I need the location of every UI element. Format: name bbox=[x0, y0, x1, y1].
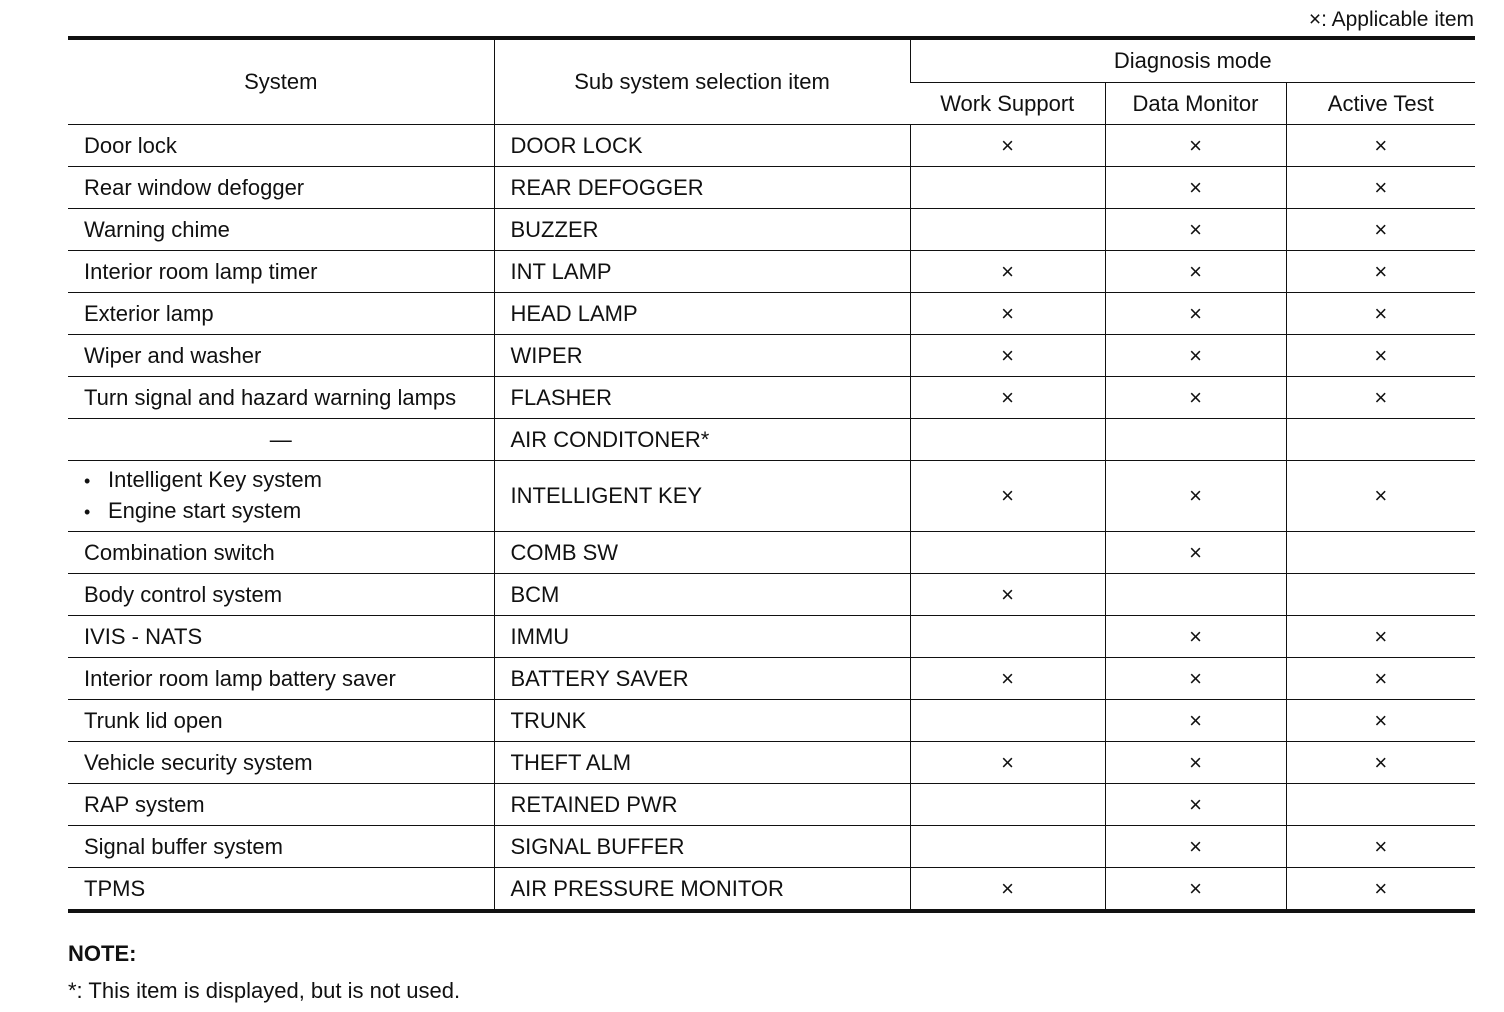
active-test-cell: × bbox=[1286, 293, 1475, 335]
active-test-cell: × bbox=[1286, 658, 1475, 700]
system-cell: RAP system bbox=[68, 784, 494, 826]
table-row bbox=[68, 742, 1475, 784]
data-monitor-cell: × bbox=[1105, 125, 1286, 167]
note-text: *: This item is displayed, but is not used. bbox=[68, 978, 461, 1003]
work-support-cell bbox=[910, 616, 1105, 658]
column-header-system: System bbox=[68, 38, 494, 125]
table-row bbox=[68, 251, 1475, 293]
table-row bbox=[68, 784, 1475, 826]
work-support-cell: × bbox=[910, 658, 1105, 700]
subsystem-cell: HEAD LAMP bbox=[494, 293, 910, 335]
system-cell: IVIS - NATS bbox=[68, 616, 494, 658]
data-monitor-cell: × bbox=[1105, 658, 1286, 700]
table-row bbox=[68, 700, 1475, 742]
data-monitor-cell: × bbox=[1105, 700, 1286, 742]
active-test-cell: × bbox=[1286, 125, 1475, 167]
subsystem-cell: BUZZER bbox=[494, 209, 910, 251]
work-support-cell: × bbox=[910, 461, 1105, 532]
work-support-cell: × bbox=[910, 377, 1105, 419]
work-support-cell bbox=[910, 700, 1105, 742]
system-bullet-list bbox=[84, 465, 478, 527]
subsystem-cell: INTELLIGENT KEY bbox=[494, 461, 910, 532]
subsystem-cell: THEFT ALM bbox=[494, 742, 910, 784]
data-monitor-cell: × bbox=[1105, 826, 1286, 868]
system-cell: Trunk lid open bbox=[68, 700, 494, 742]
data-monitor-cell bbox=[1105, 419, 1286, 461]
work-support-cell bbox=[910, 826, 1105, 868]
work-support-cell bbox=[910, 532, 1105, 574]
data-monitor-cell: × bbox=[1105, 532, 1286, 574]
system-cell: TPMS bbox=[68, 868, 494, 912]
work-support-cell: × bbox=[910, 293, 1105, 335]
active-test-cell: × bbox=[1286, 167, 1475, 209]
subsystem-cell: REAR DEFOGGER bbox=[494, 167, 910, 209]
table-row bbox=[68, 293, 1475, 335]
table-row bbox=[68, 377, 1475, 419]
system-cell: Combination switch bbox=[68, 532, 494, 574]
data-monitor-cell: × bbox=[1105, 335, 1286, 377]
subsystem-cell: IMMU bbox=[494, 616, 910, 658]
subsystem-cell: WIPER bbox=[494, 335, 910, 377]
active-test-cell: × bbox=[1286, 251, 1475, 293]
data-monitor-cell: × bbox=[1105, 377, 1286, 419]
system-bullet-item: • Engine start system bbox=[84, 496, 478, 527]
active-test-cell bbox=[1286, 574, 1475, 616]
system-cell: Rear window defogger bbox=[68, 167, 494, 209]
system-cell: Wiper and washer bbox=[68, 335, 494, 377]
table-body bbox=[68, 125, 1475, 912]
active-test-cell: × bbox=[1286, 700, 1475, 742]
table-row bbox=[68, 419, 1475, 461]
active-test-cell: × bbox=[1286, 209, 1475, 251]
work-support-cell bbox=[910, 167, 1105, 209]
data-monitor-cell: × bbox=[1105, 784, 1286, 826]
subsystem-cell: INT LAMP bbox=[494, 251, 910, 293]
subsystem-cell: BATTERY SAVER bbox=[494, 658, 910, 700]
system-cell: Vehicle security system bbox=[68, 742, 494, 784]
data-monitor-cell: × bbox=[1105, 293, 1286, 335]
active-test-cell: × bbox=[1286, 826, 1475, 868]
system-bullet-item: • Intelligent Key system bbox=[84, 465, 478, 496]
work-support-cell: × bbox=[910, 251, 1105, 293]
table-row bbox=[68, 461, 1475, 532]
table-row bbox=[68, 167, 1475, 209]
system-cell: Body control system bbox=[68, 574, 494, 616]
work-support-cell: × bbox=[910, 125, 1105, 167]
data-monitor-cell: × bbox=[1105, 461, 1286, 532]
system-cell: — bbox=[68, 419, 494, 461]
table-row bbox=[68, 826, 1475, 868]
note-title: NOTE: bbox=[68, 941, 137, 966]
subsystem-cell: TRUNK bbox=[494, 700, 910, 742]
column-header-subsystem: Sub system selection item bbox=[494, 38, 910, 125]
subsystem-cell: BCM bbox=[494, 574, 910, 616]
system-cell: Turn signal and hazard warning lamps bbox=[68, 377, 494, 419]
active-test-cell: × bbox=[1286, 377, 1475, 419]
diagnosis-mode-table bbox=[68, 36, 1475, 913]
work-support-cell bbox=[910, 419, 1105, 461]
work-support-cell bbox=[910, 209, 1105, 251]
active-test-cell bbox=[1286, 419, 1475, 461]
table-row bbox=[68, 574, 1475, 616]
subsystem-cell: COMB SW bbox=[494, 532, 910, 574]
data-monitor-cell: × bbox=[1105, 742, 1286, 784]
active-test-cell bbox=[1286, 784, 1475, 826]
applicable-item-legend: ×: Applicable item bbox=[1308, 8, 1474, 31]
work-support-cell: × bbox=[910, 335, 1105, 377]
subsystem-cell: AIR CONDITONER* bbox=[494, 419, 910, 461]
table-row bbox=[68, 125, 1475, 167]
work-support-cell bbox=[910, 784, 1105, 826]
subsystem-cell: DOOR LOCK bbox=[494, 125, 910, 167]
data-monitor-cell: × bbox=[1105, 167, 1286, 209]
column-header-diagnosis-mode: Diagnosis mode bbox=[910, 38, 1475, 83]
active-test-cell: × bbox=[1286, 868, 1475, 912]
table-row bbox=[68, 335, 1475, 377]
system-cell bbox=[68, 461, 494, 532]
subsystem-cell: RETAINED PWR bbox=[494, 784, 910, 826]
table-row bbox=[68, 658, 1475, 700]
table-row bbox=[68, 209, 1475, 251]
work-support-cell: × bbox=[910, 574, 1105, 616]
data-monitor-cell bbox=[1105, 574, 1286, 616]
system-cell: Warning chime bbox=[68, 209, 494, 251]
data-monitor-cell: × bbox=[1105, 209, 1286, 251]
column-header-active-test: Active Test bbox=[1286, 83, 1475, 125]
data-monitor-cell: × bbox=[1105, 251, 1286, 293]
data-monitor-cell: × bbox=[1105, 868, 1286, 912]
work-support-cell: × bbox=[910, 742, 1105, 784]
active-test-cell: × bbox=[1286, 616, 1475, 658]
subsystem-cell: AIR PRESSURE MONITOR bbox=[494, 868, 910, 912]
column-header-data-monitor: Data Monitor bbox=[1105, 83, 1286, 125]
system-cell: Door lock bbox=[68, 125, 494, 167]
system-cell: Signal buffer system bbox=[68, 826, 494, 868]
column-header-work-support: Work Support bbox=[910, 83, 1105, 125]
table-row bbox=[68, 868, 1475, 912]
active-test-cell: × bbox=[1286, 461, 1475, 532]
active-test-cell: × bbox=[1286, 742, 1475, 784]
system-cell: Exterior lamp bbox=[68, 293, 494, 335]
system-cell: Interior room lamp battery saver bbox=[68, 658, 494, 700]
subsystem-cell: SIGNAL BUFFER bbox=[494, 826, 910, 868]
work-support-cell: × bbox=[910, 868, 1105, 912]
active-test-cell bbox=[1286, 532, 1475, 574]
active-test-cell: × bbox=[1286, 335, 1475, 377]
system-cell: Interior room lamp timer bbox=[68, 251, 494, 293]
data-monitor-cell: × bbox=[1105, 616, 1286, 658]
table-row bbox=[68, 616, 1475, 658]
subsystem-cell: FLASHER bbox=[494, 377, 910, 419]
table-row bbox=[68, 532, 1475, 574]
